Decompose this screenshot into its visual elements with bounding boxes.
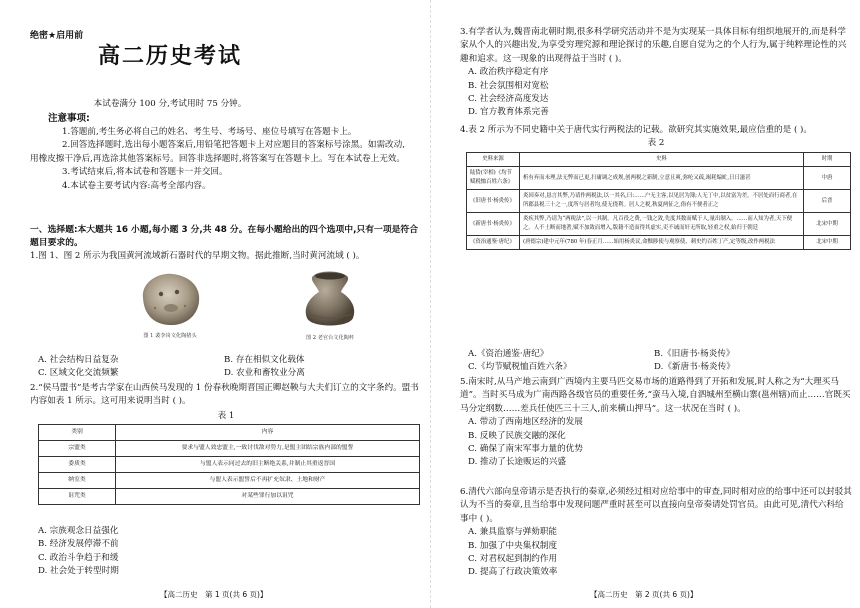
table-cell: 与盟人表示盟誓后不再扩充奴隶、土地和财产 [116,473,420,489]
option-a[interactable]: A. 社会结构日益复杂 [38,355,119,365]
question-stem: 2.“侯马盟书”是考古学家在山西侯马发现的 1 份春秋晚期晋国正卿赵鞅与大夫们订立的文字条约。盟书内容如表 1 所示。这可用来说明当时 ( )。 [30,383,419,407]
option-d[interactable]: D. 提高了行政决策效率 [468,567,558,578]
table-cell: 中唐 [804,167,851,190]
table-row [467,236,851,250]
figure-row [100,268,400,352]
table-header: 史料 [520,153,804,167]
table-row [39,473,420,489]
figure-1-caption: 图 1 裴李岗文化陶猪头 [143,333,197,339]
fold-line [430,0,431,608]
option-b[interactable]: B.《旧唐书·杨炎传》 [654,349,735,359]
right-page [460,0,860,608]
table-2-title: 表 2 [647,138,665,149]
question-6 [460,486,852,580]
pottery-pig-head-image [133,268,207,330]
table-cell: 炎因奏对,恳言其弊,乃请作两税法,以一其名,曰:……户无主客,以见居为簿;人无丁中,以贫富为差。不居处而行商者,在所郡县税三十之一,度所与居者均,使无侥利。居人之税,秋夏两征之,俗有不便者正之 [520,190,804,213]
confidential-mark: 绝密★启用前 [30,31,84,41]
question-stem: 5.南宋时,从马产地云南到广西境内主要马匹交易市场的道路得到了开拓和发展,时人称之为“大理买马道”。当时买马成为广南西路各级官员的重要任务,“蛮马入境,自泗城州至横山寨(邕州辖)而止……官既买马分定纲数……差兵任使匹三十三人,前来横山押马”。这一状况在当时 ( )。 [460,377,851,414]
table-row [39,489,420,505]
option-c[interactable]: C. 社会经济高度发达 [468,94,549,105]
table-cell: 《新唐书·杨炎传》 [467,213,520,236]
notice-item: 3.考试结束后,将本试卷和答题卡一并交回。 [62,167,228,178]
table-cell: 对某些罪行加以诅咒 [116,489,420,505]
notice-item: 1.答题前,考生务必将自己的姓名、考生号、考场号、座位号填写在答题卡上。 [62,127,357,137]
table-cell: 北宋中期 [804,236,851,250]
option-a[interactable]: A. 政治秩序稳定有序 [468,67,549,78]
table-1 [38,424,420,505]
table-row [467,190,851,213]
question-stem: 1.图 1、图 2 所示为我国黄河流域新石器时代的早期文物。据此推断,当时黄河流域 ( )。 [30,251,365,261]
table-header: 内容 [116,425,420,441]
option-d[interactable]: D. 农业和畜牧业分离 [224,368,305,379]
table-cell: 纳室类 [39,473,116,489]
option-b[interactable]: B. 加强了中央集权制度 [468,540,558,551]
figure-1 [100,268,240,340]
table-cell: 委质类 [39,457,116,473]
table-row [467,213,851,236]
option-a[interactable]: A.《资治通鉴·唐纪》 [468,349,549,359]
question-2-options [38,525,418,579]
option-c[interactable]: C. 区域文化交流频繁 [38,368,119,379]
option-a[interactable]: A. 宗族观念日益强化 [38,526,119,536]
option-b[interactable]: B. 社会氛围相对宽松 [468,80,549,91]
table-cell: 析有弃而未理,法无弊而已更,扫庸调之成规,创两税之新制,立意且爽,弥纶又疏,竭耗编甿,日日滋甚 [520,167,804,190]
section-heading: 一、选择题:本大题共 16 小题,每小题 3 分,共 48 分。在每小题给出的四个选项中,只有一项是符合题目要求的。 [30,225,419,249]
notice-item: 4.本试卷主要考试内容:高考全部内容。 [62,180,211,191]
option-c[interactable]: C. 政治斗争趋于和缓 [38,552,119,563]
table-cell: 陆贽(宰相)《均节赋税恤百姓六条》 [467,167,520,190]
table-cell: 《旧唐书·杨炎传》 [467,190,520,213]
table-cell: 诅咒类 [39,489,116,505]
question-3 [460,26,852,120]
question-1-options [38,354,418,381]
table-cell: (唐德宗)建中元年(780 年)春正月……始用杨炎议,命黜陟使与观察使、刺史约百姓丁产,定等级,改作两税法 [520,236,804,250]
notice-title: 注意事项: [48,113,90,124]
table-cell: 宗盟类 [39,441,116,457]
notice-list [30,126,410,193]
table-header: 史料来源 [467,153,520,167]
question-4 [460,124,852,151]
option-c[interactable]: C. 对君权起到制约作用 [468,554,558,565]
table-1-title: 表 1 [217,411,235,421]
score-line: 本试卷满分 100 分,考试用时 75 分钟。 [93,99,247,109]
table-2 [466,152,851,250]
page-footer: 【高二历史 第 2 页(共 6 页)】 [590,590,698,599]
table-cell: 要求与盟人效忠盟主,一致讨伐敌对势力,是盟主团结宗族内部的盟誓 [116,441,420,457]
table-cell: 北宋中期 [804,213,851,236]
table-header: 时期 [804,153,851,167]
question-stem: 6.清代六部向皇帝请示是否执行的奏章,必须经过相对应给事中的审查,同时相对应的给事中还可以封驳其认为不当的奏章,且当给事中发现问题严重时甚至可以直接向皇帝奏请处罚官员。由此可见,清代六科给事中 ( )。 [460,487,852,524]
option-c[interactable]: C.《均节赋税恤百姓六条》 [468,362,572,373]
figure-2-caption: 图 2 老官台文化陶杯 [305,335,355,341]
notice-item: 2.回答选择题时,选出每小题答案后,用铅笔把答题卡上对应题目的答案标号涂黑。如需改动,用橡皮擦干净后,再选涂其他答案标号。回答非选择题时,将答案写在答题卡上。写在本试卷上无效。 [30,140,405,164]
question-stem: 3.有学者认为,魏晋南北朝时期,很多科学研究活动并不是为实现某一具体目标有组织地展开的,而是科学家从个人的兴趣出发,为享受穷理究源和理论探讨的乐趣,自愿自觉为之的个人行为,属于纯粹理论性的兴趣和追求。这一现象的出现得益于当时 ( )。 [460,27,847,64]
option-d[interactable]: D.《新唐书·杨炎传》 [654,362,735,373]
question-4-options [468,348,848,375]
option-a[interactable]: A. 带动了西南地区经济的发展 [468,417,583,428]
option-d[interactable]: D. 官方教育体系完善 [468,107,549,118]
page-footer: 【高二历史 第 1 页(共 6 页)】 [160,590,268,599]
option-c[interactable]: C. 确保了南宋军事力量的优势 [468,444,583,455]
question-5 [460,376,852,470]
table-row [467,167,851,190]
page-title: 高二历史考试 [97,44,242,69]
option-d[interactable]: D. 推动了长途贩运的兴盛 [468,457,566,468]
table-cell: 后晋 [804,190,851,213]
table-row [39,457,420,473]
option-b[interactable]: B. 存在相似文化载体 [224,355,305,365]
question-1 [30,250,422,263]
figure-2 [260,268,400,342]
table-cell: 炎疾其弊,乃请为“两税法”,以一其制。凡百役之费,一钱之敛,先度其数而赋于人,量出制入。……而人知为者,天下便之。人不土断而地著,赋不加敛而增入,版籍不造而得其虚实,吏不诫而奸无所取,轻重之权,始归于朝廷 [520,213,804,236]
option-b[interactable]: B. 反映了民族交融的深化 [468,430,566,441]
table-cell: 与盟人表示同过去的旧主断绝关系,并制止其重返晋国 [116,457,420,473]
table-cell: 《资治通鉴·唐纪》 [467,236,520,250]
option-d[interactable]: D. 社会处于转型时期 [38,566,119,577]
table-row [39,441,420,457]
left-page [30,0,430,608]
pottery-cup-image [295,268,365,332]
question-2 [30,382,422,409]
table-header: 类别 [39,425,116,441]
question-stem: 4.表 2 所示为不同史籍中关于唐代实行两税法的记载。欲研究其实施效果,最应信重的是 ( )。 [460,125,813,135]
option-a[interactable]: A. 兼具监察与弹劾职能 [468,527,558,538]
option-b[interactable]: B. 经济发展停滞不前 [38,539,119,550]
